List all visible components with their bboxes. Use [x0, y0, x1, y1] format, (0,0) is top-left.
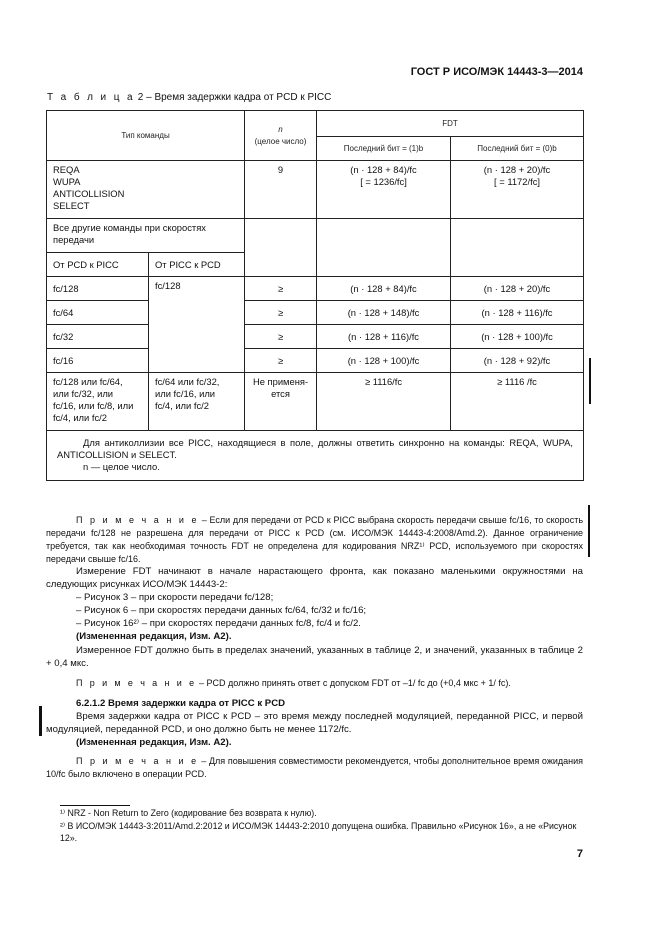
last-n-line: Не применя-: [252, 376, 309, 387]
last-picc-line: fc/64 или fc/32,: [155, 376, 220, 387]
figure-16-item: – Рисунок 16²⁾ – при скоростях передачи данных fc/8, fc/4 и fc/2.: [76, 618, 361, 629]
req-fdt0-formula: (n · 128 + 20)/fc: [483, 164, 551, 175]
empty-n: [245, 219, 317, 277]
footnote-1: ¹⁾ NRZ - Non Return to Zero (кодирование без возврата к нулю).: [60, 808, 317, 818]
table-row-fdt0: (n · 128 + 100)/fc: [451, 325, 584, 349]
footnote-2: ²⁾ В ИСО/МЭК 14443-3:2011/Amd.2:2012 и ИСО/МЭК 14443-2:2010 допущена ошибка. Правильно «Рисунок 16», а не «Рисунок 12».: [60, 821, 577, 843]
table-row-fdt0: (n · 128 + 20)/fc: [451, 277, 584, 301]
col-command-type: Тип команды: [47, 111, 245, 161]
req-fdt1-formula: (n · 128 + 84)/fc: [350, 164, 417, 175]
last-fdt1: ≥ 1116/fc: [317, 373, 451, 431]
cmd-select: SELECT: [53, 200, 90, 211]
changed-edition-1: (Измененная редакция, Изм. А2).: [76, 631, 232, 642]
req-fdt0: [451, 161, 584, 219]
change-bar: [588, 505, 590, 557]
cmd-reqa: REQA: [53, 164, 80, 175]
note-text: – Для повышения совместимости рекомендуется, чтобы дополнительное время ожидания 10/fc было включено в операции PCD.: [46, 756, 583, 779]
table-row-n: ≥: [245, 301, 317, 325]
table-row-fdt1: (n · 128 + 100)/fc: [317, 349, 451, 373]
table-row-pcd: fc/128: [47, 277, 149, 301]
table-row-pcd: fc/32: [47, 325, 149, 349]
dir-picc-to-pcd: От PICC к PCD: [149, 253, 245, 277]
req-fdt0-value: [ = 1172/fc]: [494, 176, 540, 187]
last-pcd-line: fc/128 или fc/64,: [53, 376, 123, 387]
last-picc-line: fc/4, или fc/2: [155, 400, 209, 411]
last-n: [245, 373, 317, 431]
table-row-fdt0: (n · 128 + 116)/fc: [451, 301, 584, 325]
col-n: [245, 111, 317, 161]
table-row-pcd: fc/64: [47, 301, 149, 325]
last-pcd-line: или fc/32, или: [53, 388, 114, 399]
table-row-fdt1: (n · 128 + 116)/fc: [317, 325, 451, 349]
changed-edition-2: (Измененная редакция, Изм. А2).: [76, 737, 232, 748]
figure-6-item: – Рисунок 6 – при скоростях передачи данных fc/64, fc/32 и fc/16;: [76, 605, 367, 616]
table-note-2: n — целое число.: [83, 461, 160, 472]
footnote-separator: [60, 805, 130, 806]
note-paragraph-3: [46, 755, 583, 781]
req-n: 9: [245, 161, 317, 219]
last-pcd-rates: [47, 373, 149, 431]
figure-3-item: – Рисунок 3 – при скорости передачи fc/128;: [76, 592, 274, 603]
last-picc-rates: [149, 373, 245, 431]
measurement-paragraph-2: Измеренное FDT должно быть в пределах значений, указанных в таблице 2, и значений, указанных в таблице 2 + 0,4 мкс.: [46, 645, 583, 669]
table-row-n: ≥: [245, 277, 317, 301]
note-label: П р и м е ч а н и е: [76, 756, 199, 766]
change-bar: [589, 358, 591, 404]
picc-rate-128: fc/128: [149, 277, 245, 373]
last-n-line: ется: [271, 388, 290, 399]
fdt-table: [46, 110, 584, 481]
table-row-n: ≥: [245, 349, 317, 373]
figure-list: [46, 591, 583, 643]
note-text: – Если для передачи от PCD к PICC выбрана скорость передачи свыше fc/16, то скорость передачи fc/128 не разрешена для передачи от PICC к PCD (см. ИСО/МЭК 14443-4:2008/Amd.2). Данное ограничение требуется, так как необходимая точность FDT не определена для кодирования NRZ¹⁾ PCD, используемого при скоростях передачи свыше fc/16.: [46, 515, 584, 564]
dir-pcd-to-picc: От PCD к PICC: [47, 253, 149, 277]
measurement-paragraph: Измерение FDT начинают в начале нарастающего фронта, как показано маленькими окружностями на следующих рисунках ИСО/МЭК 14443-2:: [46, 566, 583, 590]
table-row-fdt0: (n · 128 + 92)/fc: [451, 349, 584, 373]
note-text: – PCD должно принять ответ с допуском FDT от –1/ fc до (+0,4 мкс + 1/ fc).: [196, 678, 511, 688]
table-row-n: ≥: [245, 325, 317, 349]
table-note: [47, 431, 584, 481]
table-caption: [47, 92, 331, 103]
cmd-anticollision: ANTICOLLISION: [53, 188, 125, 199]
req-fdt1: [317, 161, 451, 219]
other-commands: Все другие команды при скоростях передачи: [47, 219, 245, 253]
table-row-fdt1: (n · 128 + 148)/fc: [317, 301, 451, 325]
empty-fdt0: [451, 219, 584, 277]
req-fdt1-value: [ = 1236/fc]: [360, 176, 407, 187]
col-n-symbol: n: [278, 124, 283, 134]
last-picc-line: или fc/16, или: [155, 388, 216, 399]
caption-text: 2 – Время задержки кадра от PCD к PICC: [134, 92, 332, 103]
section-heading: 6.2.1.2 Время задержки кадра от PICC к PCD: [76, 698, 286, 709]
note-paragraph-2: [46, 677, 583, 690]
table-note-1: Для антиколлизии все PICC, находящиеся в поле, должны ответить синхронно на команды: REQA, WUPA, ANTICOLLISION и SELECT.: [57, 437, 574, 460]
page-number: 7: [576, 848, 583, 860]
change-bar: [39, 706, 42, 736]
table-row-pcd: fc/16: [47, 349, 149, 373]
col-last-bit-1: Последний бит = (1)b: [317, 137, 451, 161]
cmd-wupa: WUPA: [53, 176, 81, 187]
note-label: П р и м е ч а н и е: [76, 515, 199, 525]
note-paragraph-1: [46, 514, 583, 566]
col-last-bit-0: Последний бит = (0)b: [451, 137, 584, 161]
section-body: Время задержки кадра от PICC к PCD – это время между последней модуляцией, переданной PICC, и первой модуляцией, переданной PCD, и оно должно быть не менее 1172/fc.: [46, 711, 583, 735]
last-pcd-line: fc/16, или fc/8, или: [53, 400, 134, 411]
note-label: П р и м е ч а н и е: [76, 678, 197, 688]
last-pcd-line: fc/4, или fc/2: [53, 412, 107, 423]
table-row-fdt1: (n · 128 + 84)/fc: [317, 277, 451, 301]
last-fdt0: ≥ 1116 /fc: [451, 373, 584, 431]
col-fdt: FDT: [317, 111, 584, 137]
standard-header: ГОСТ Р ИСО/МЭК 14443-3—2014: [410, 66, 583, 78]
req-commands-cell: [47, 161, 245, 219]
empty-fdt1: [317, 219, 451, 277]
caption-word: Т а б л и ц а: [47, 92, 135, 103]
col-n-desc: (целое число): [254, 136, 307, 146]
